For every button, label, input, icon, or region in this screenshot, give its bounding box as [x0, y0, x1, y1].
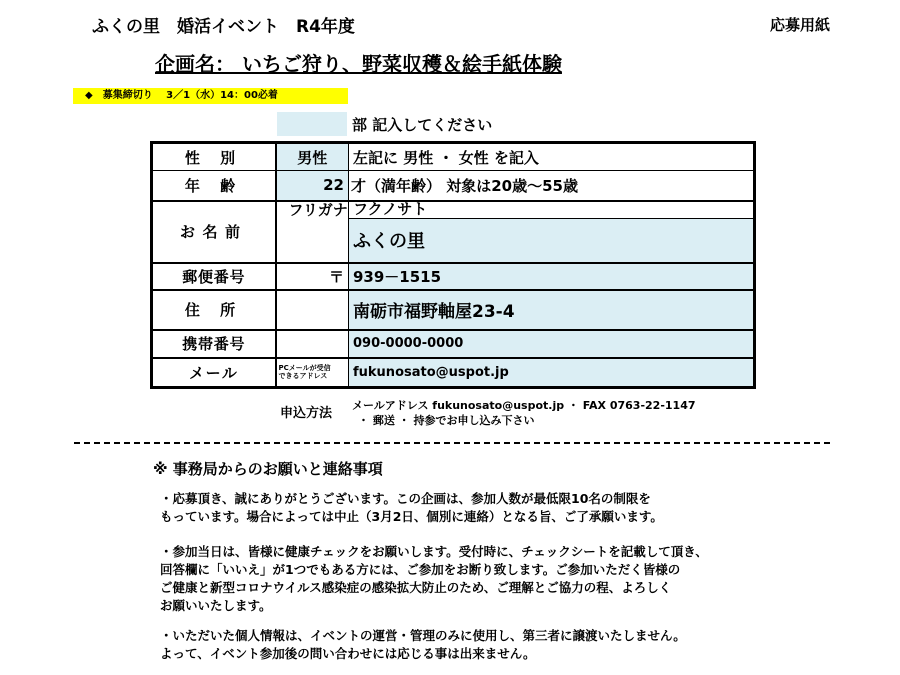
address-label: 住 所: [152, 290, 276, 330]
event-title: 企画名： いちご狩り、野菜収穫＆絵手紙体験: [155, 52, 562, 76]
apply-method-line-1: メールアドレス fukunosato@uspot.jp ・ FAX 0763-22-1147: [352, 399, 696, 412]
note-block-1: [160, 490, 800, 526]
note-block-3: [160, 627, 800, 663]
note-block-2: [160, 543, 800, 615]
furigana-input[interactable]: フクノサト: [349, 201, 755, 219]
age-label: 年 齢: [152, 171, 276, 201]
note-2-line-1: ・参加当日は、皆様に健康チェックをお願いします。受付時に、チェックシートを記載して頂き、: [160, 544, 708, 559]
note-2-line-4: お願いいたします。: [160, 598, 272, 613]
note-3-line-1: ・いただいた個人情報は、イベントの運営・管理のみに使用し、第三者に譲渡いたしません。: [160, 628, 686, 643]
email-input[interactable]: fukunosato@uspot.jp: [349, 358, 755, 388]
postal-row: [152, 263, 755, 290]
postal-mark: 〒: [276, 263, 349, 290]
document-title: ふくの里 婚活イベント R4年度: [92, 17, 355, 37]
address-spacer: [276, 290, 349, 330]
email-note-line-2: できるアドレス: [278, 372, 328, 381]
notes-heading: ※ 事務局からのお願いと連絡事項: [153, 460, 383, 478]
gender-note: 左記に 男性 ・ 女性 を記入: [349, 143, 755, 171]
email-note: [276, 358, 349, 388]
part-instruction: 部 記入してください: [352, 116, 493, 134]
age-input[interactable]: 22: [276, 171, 349, 201]
email-note-line-1: PCメールが受信: [278, 364, 331, 373]
part-input-field[interactable]: [277, 112, 347, 136]
furigana-row: [152, 201, 755, 219]
application-form-table: [150, 141, 756, 389]
name-input[interactable]: ふくの里: [349, 219, 755, 263]
age-row: [152, 171, 755, 201]
age-note: 才（満年齢） 対象は20歳～55歳: [349, 171, 755, 201]
postal-label: 郵便番号: [152, 263, 276, 290]
furigana-label: フリガナ: [276, 201, 349, 219]
postal-input[interactable]: 939－1515: [349, 263, 755, 290]
address-input[interactable]: 南砺市福野軸屋23-4: [349, 290, 755, 330]
cut-line-divider: [74, 442, 830, 444]
gender-input[interactable]: 男性: [276, 143, 349, 171]
note-2-line-2: 回答欄に「いいえ」が1つでもある方には、ご参加をお断り致します。ご参加いただく皆様の: [160, 562, 681, 577]
mobile-row: [152, 330, 755, 358]
note-1-line-2: もっています。場合によっては中止（3月2日、個別に連絡）となる旨、ご了承願います。: [160, 509, 663, 524]
apply-method-line-2: ・ 郵送 ・ 持参でお申し込み下さい: [358, 414, 535, 427]
mobile-spacer: [276, 330, 349, 358]
note-3-line-2: よって、イベント参加後の問い合わせには応じる事は出来ません。: [160, 646, 536, 661]
note-1-line-1: ・応募頂き、誠にありがとうございます。この企画は、参加人数が最低限10名の制限を: [160, 491, 651, 506]
mobile-label: 携帯番号: [152, 330, 276, 358]
gender-label: 性 別: [152, 143, 276, 171]
form-label: 応募用紙: [769, 16, 830, 34]
gender-row: [152, 143, 755, 171]
name-label: お名前: [152, 201, 276, 263]
mobile-input[interactable]: 090-0000-0000: [349, 330, 755, 358]
address-row: [152, 290, 755, 330]
name-spacer: [276, 219, 349, 263]
email-row: [152, 358, 755, 388]
apply-method-label: 申込方法: [280, 406, 333, 421]
deadline-banner: ◆ 募集締切り 3／1（水）14：00必着: [73, 88, 348, 104]
email-label: メール: [152, 358, 276, 388]
note-2-line-3: ご健康と新型コロナウイルス感染症の感染拡大防止のため、ご理解とご協力の程、よろしく: [160, 580, 672, 595]
